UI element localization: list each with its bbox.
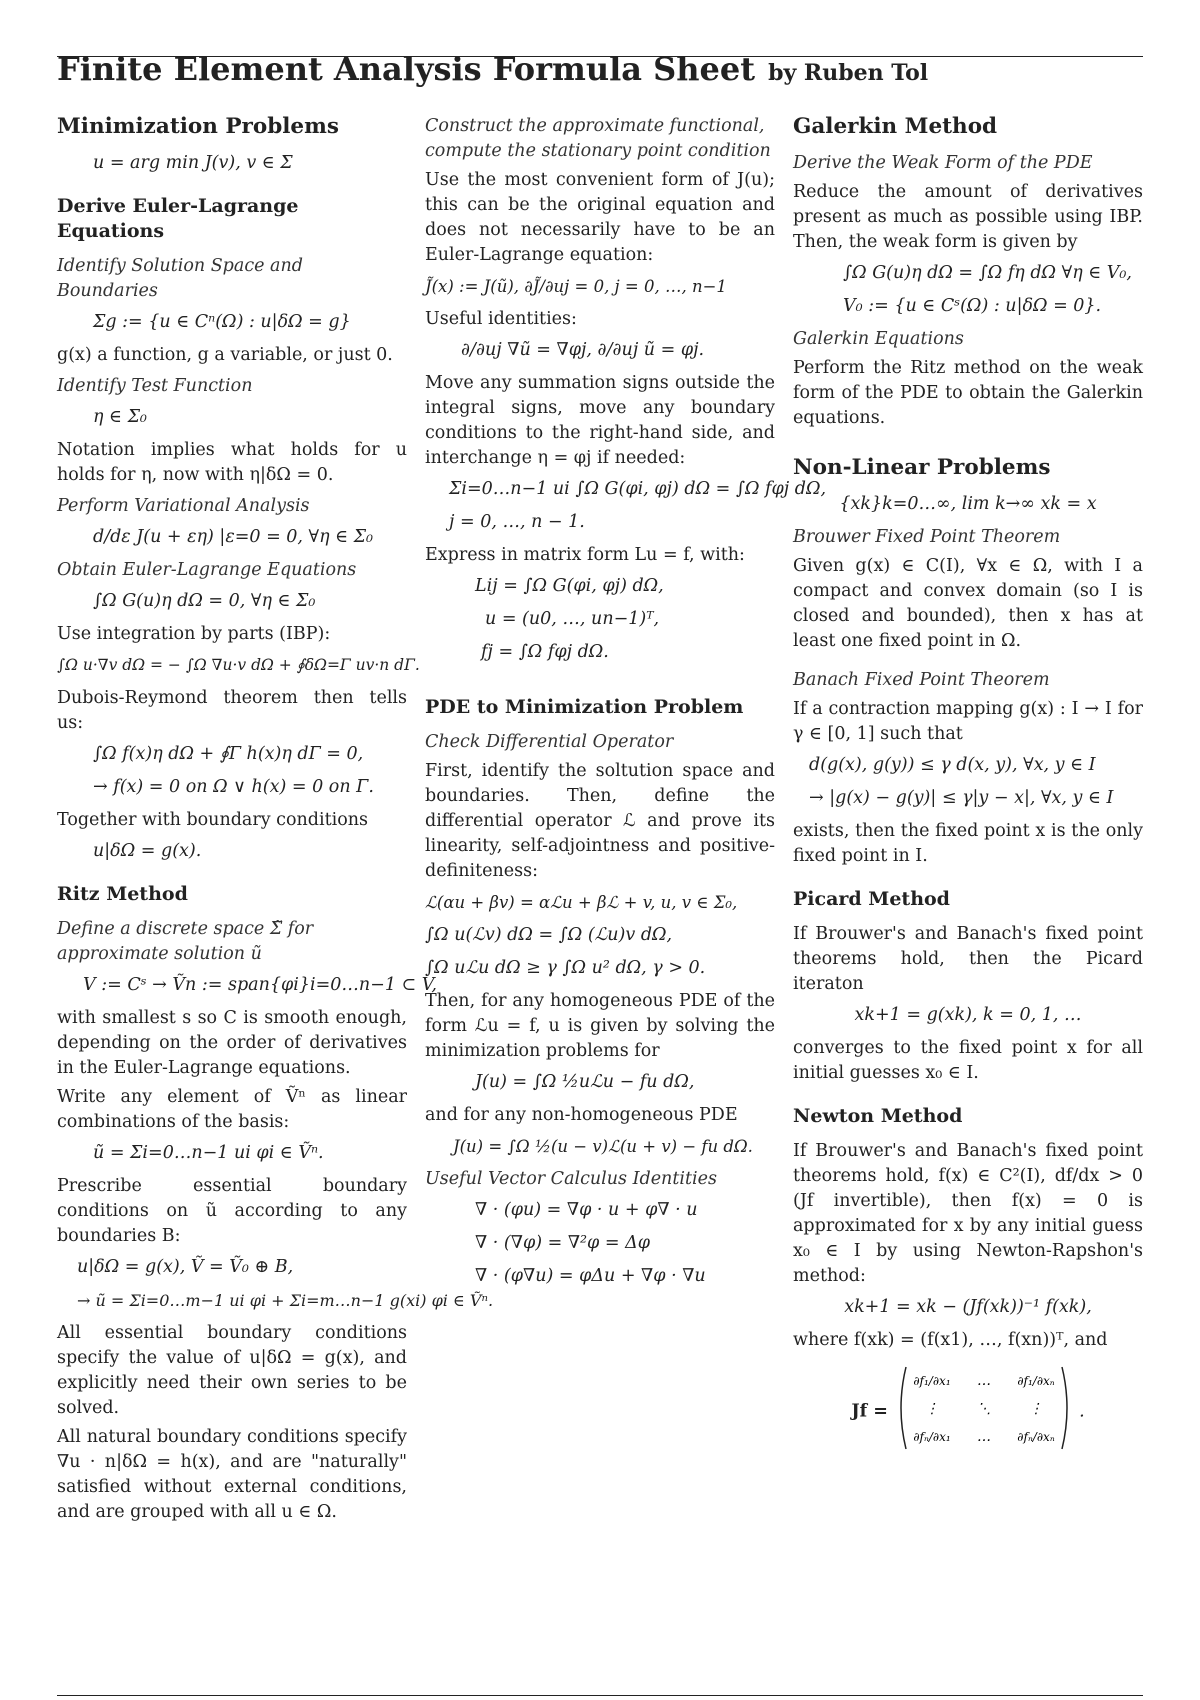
eq-banach-1: d(g(x), g(y)) ≤ γ d(x, y), ∀x, y ∈ I xyxy=(809,755,1096,775)
text-use-form: Use the most convenient form of J(u); this can be the original equation and does not necessarily have to be an Euler-Lagrange equation: xyxy=(425,170,775,265)
eq-essential-bc-1: u|δΩ = g(x), Ṽ = Ṽ₀ ⊕ B, xyxy=(77,1257,294,1277)
text-notation: Notation implies what holds for u holds for η, now with η|δΩ = 0. xyxy=(57,440,407,485)
text-ibp: Use integration by parts (IBP): xyxy=(57,624,331,644)
text-brouwer: Given g(x) ∈ C(I), ∀x ∈ Ω, with I a compact and convex domain (so I is closed and bounded), then x has at least one fixed point in Ω. xyxy=(793,556,1143,651)
eq-functional: J̃(x) := J(ũ), ∂J̃/∂uj = 0, j = 0, …, n−1 xyxy=(425,277,727,296)
jacobian-matrix xyxy=(894,1363,1074,1461)
text-banach: If a contraction mapping g(x) : I → I for γ ∈ [0, 1] such that xyxy=(793,699,1143,744)
eq-self-adjoint: ∫Ω u(ℒv) dΩ = ∫Ω (ℒu)v dΩ, xyxy=(425,925,673,945)
eq-non-homogeneous: J(u) = ∫Ω ½(u − v)ℒ(u + v) − fu dΩ. xyxy=(453,1137,753,1156)
eq-L: Lij = ∫Ω G(φi, φj) dΩ, xyxy=(475,576,664,596)
bottom-rule xyxy=(57,1695,1143,1696)
text-move-sums: Move any summation signs outside the integral signs, move any boundary conditions to the right-hand side, and interchange η = φj if needed: xyxy=(425,373,775,468)
eq-essential-bc-2: → ũ = Σi=0…m−1 ui φi + Σi=m…n−1 g(xi) φi ∈ Ṽⁿ. xyxy=(77,1291,494,1310)
jac-tr: ∂f₁/∂xₙ xyxy=(1016,1374,1055,1388)
jacobian-right-paren xyxy=(1062,1367,1067,1449)
jac-tl: ∂f₁/∂x₁ xyxy=(912,1374,951,1388)
text-reduce: Reduce the amount of derivatives present as much as possible using IBP. Then, the weak form is given by xyxy=(793,182,1143,252)
step-banach: Banach Fixed Point Theorem xyxy=(793,670,1050,690)
title-author: by Ruben Tol xyxy=(768,60,929,86)
jac-tm: … xyxy=(976,1373,991,1389)
jac-bl: ∂fₙ/∂x₁ xyxy=(912,1430,951,1444)
eq-obtain-el: ∫Ω G(u)η dΩ = 0, ∀η ∈ Σ₀ xyxy=(93,591,316,611)
eq-variational: d/dε J(u + εη) |ε=0 = 0, ∀η ∈ Σ₀ xyxy=(93,527,374,547)
jac-mr: ⋮ xyxy=(1028,1401,1043,1417)
eq-vector-3: ∇ · (φ∇u) = φΔu + ∇φ · ∇u xyxy=(475,1266,706,1286)
text-useful: Useful identities: xyxy=(425,309,577,329)
eq-newton: xk+1 = xk − (Jf(xk))⁻¹ f(xk), xyxy=(844,1297,1092,1317)
jacobian-left-paren xyxy=(901,1367,906,1449)
heading-pde-min: PDE to Minimization Problem xyxy=(425,696,744,718)
eq-sequence: {xk}k=0…∞, lim k→∞ xk = x xyxy=(839,494,1097,514)
heading-euler-lagrange: Derive Euler-Lagrange Equations xyxy=(57,195,299,242)
text-converges: converges to the fixed point x for all initial guesses x₀ ∈ I. xyxy=(793,1038,1143,1083)
text-prescribe: Prescribe essential boundary conditions on ũ according to any boundaries B: xyxy=(57,1176,407,1246)
step-discrete-space: Define a discrete space Σ̃ for approximate solution ũ xyxy=(57,919,314,964)
jac-bm: … xyxy=(976,1429,991,1445)
eq-positive-definite: ∫Ω uℒu dΩ ≥ γ ∫Ω u² dΩ, γ > 0. xyxy=(425,958,706,978)
step-solution-space: Identify Solution Space and Boundaries xyxy=(57,256,303,301)
title-main: Finite Element Analysis Formula Sheet xyxy=(57,50,755,88)
text-write-element: Write any element of Ṽⁿ as linear combinations of the basis: xyxy=(57,1087,407,1132)
eq-jacobian xyxy=(793,1363,1143,1461)
eq-linear-combination: ũ = Σi=0…n−1 ui φi ∈ Ṽⁿ. xyxy=(93,1143,324,1163)
text-exists: exists, then the fixed point x is the only fixed point in I. xyxy=(793,821,1143,866)
jac-br: ∂fₙ/∂xₙ xyxy=(1016,1430,1055,1444)
text-non-homogeneous: and for any non-homogeneous PDE xyxy=(425,1105,738,1125)
eq-dubois-1: ∫Ω f(x)η dΩ + ∮Γ h(x)η dΓ = 0, xyxy=(93,744,364,764)
text-picard: If Brouwer's and Banach's fixed point theorems hold, then the Picard iteraton xyxy=(793,924,1143,994)
text-smallest-s: with smallest s so C is smooth enough, depending on the order of derivatives in the Euler-Lagrange equations. xyxy=(57,1008,407,1078)
heading-ritz: Ritz Method xyxy=(57,883,188,905)
eq-discrete-space: V := Cˢ → Ṽn := span{φi}i=0…n−1 ⊂ V, xyxy=(83,975,437,995)
eq-vector-2: ∇ · (∇φ) = ∇²φ = Δφ xyxy=(475,1233,650,1253)
eq-sum-2: j = 0, …, n − 1. xyxy=(449,512,585,532)
eq-solution-space: Σg := {u ∈ Cⁿ(Ω) : u|δΩ = g} xyxy=(93,312,351,332)
step-obtain-el: Obtain Euler-Lagrange Equations xyxy=(57,560,357,580)
jac-ml: ⋮ xyxy=(924,1401,939,1417)
text-newton: If Brouwer's and Banach's fixed point theorems hold, f(x) ∈ C²(I), df/dx > 0 (Jf invertible), then f(x) = 0 is approximated for x by any initial guess x₀ ∈ I by using Newton-Rapshon's method: xyxy=(793,1141,1143,1286)
heading-galerkin: Galerkin Method xyxy=(793,114,998,139)
heading-newton: Newton Method xyxy=(793,1105,963,1127)
step-check-operator: Check Differential Operator xyxy=(425,732,674,752)
jacobian-svg xyxy=(894,1363,1074,1453)
eq-ibp: ∫Ω u·∇v dΩ = − ∫Ω ∇u·v dΩ + ∮δΩ=Γ uv·n dΓ. xyxy=(57,656,420,674)
text-first-identify: First, identify the soltution space and boundaries. Then, define the differential operator ℒ and prove its linearity, self-adjointness and positive-definiteness: xyxy=(425,761,775,881)
step-weak-form: Derive the Weak Form of the PDE xyxy=(793,153,1093,173)
eq-homogeneous: J(u) = ∫Ω ½uℒu − fu dΩ, xyxy=(475,1072,695,1092)
jacobian-label: Jf = xyxy=(851,1401,888,1422)
text-where: where f(xk) = (f(x1), …, f(xn))ᵀ, and xyxy=(793,1330,1108,1350)
eq-picard: xk+1 = g(xk), k = 0, 1, … xyxy=(854,1005,1082,1025)
step-vector-identities: Useful Vector Calculus Identities xyxy=(425,1169,717,1189)
text-g-function: g(x) a function, g a variable, or just 0. xyxy=(57,345,393,365)
eq-vector-1: ∇ · (φu) = ∇φ · u + φ∇ · u xyxy=(475,1200,698,1220)
jac-mm: ⋱ xyxy=(976,1401,991,1417)
step-construct: Construct the approximate functional, compute the stationary point condition xyxy=(425,116,771,161)
eq-f-vector: fj = ∫Ω fφj dΩ. xyxy=(481,642,609,662)
eq-sum-1: Σi=0…n−1 ui ∫Ω G(φi, φj) dΩ = ∫Ω fφj dΩ, xyxy=(449,479,827,499)
eq-identities: ∂/∂uj ∇ũ = ∇φj, ∂/∂uj ũ = φj. xyxy=(461,340,705,360)
jacobian-end: . xyxy=(1079,1401,1085,1422)
text-together: Together with boundary conditions xyxy=(57,810,368,830)
eq-weak-form-2: V₀ := {u ∈ Cˢ(Ω) : u|δΩ = 0}. xyxy=(843,296,1102,316)
step-test-function: Identify Test Function xyxy=(57,376,253,396)
column-3 xyxy=(793,108,1143,1469)
heading-picard: Picard Method xyxy=(793,888,950,910)
text-then-homogeneous: Then, for any homogeneous PDE of the form ℒu = f, u is given by solving the minimization problems for xyxy=(425,991,775,1061)
eq-banach-2: → |g(x) − g(y)| ≤ γ|y − x|, ∀x, y ∈ I xyxy=(809,788,1114,808)
eq-minimization: u = arg min J(v), v ∈ Σ xyxy=(93,153,293,173)
step-variational: Perform Variational Analysis xyxy=(57,496,310,516)
text-matrix-form: Express in matrix form Lu = f, with: xyxy=(425,545,745,565)
page-title xyxy=(57,50,928,88)
eq-weak-form-1: ∫Ω G(u)η dΩ = ∫Ω fη dΩ ∀η ∈ V₀, xyxy=(843,263,1132,283)
heading-nonlinear: Non-Linear Problems xyxy=(793,455,1051,480)
column-1 xyxy=(57,108,494,1529)
column-2 xyxy=(425,108,827,1297)
text-essential: All essential boundary conditions specify the value of u|δΩ = g(x), and explicitly need their own series to be solved. xyxy=(57,1323,407,1418)
step-galerkin-equations: Galerkin Equations xyxy=(793,329,964,349)
step-brouwer: Brouwer Fixed Point Theorem xyxy=(793,527,1061,547)
eq-linearity: ℒ(αu + βv) = αℒu + βℒ + v, u, v ∈ Σ₀, xyxy=(425,893,738,912)
eq-dubois-2: → f(x) = 0 on Ω ∨ h(x) = 0 on Γ. xyxy=(93,777,374,797)
eq-test-function: η ∈ Σ₀ xyxy=(93,407,147,427)
eq-boundary-conditions: u|δΩ = g(x). xyxy=(93,841,202,861)
text-natural: All natural boundary conditions specify ∇u · n|δΩ = h(x), and are "naturally" satisfied without external conditions, and are grouped with all u ∈ Ω. xyxy=(57,1427,407,1522)
heading-minimization: Minimization Problems xyxy=(57,114,339,139)
eq-u-vector: u = (u0, …, un−1)ᵀ, xyxy=(485,609,660,629)
text-perform-ritz: Perform the Ritz method on the weak form of the PDE to obtain the Galerkin equations. xyxy=(793,358,1143,428)
text-dubois: Dubois-Reymond theorem then tells us: xyxy=(57,688,407,733)
